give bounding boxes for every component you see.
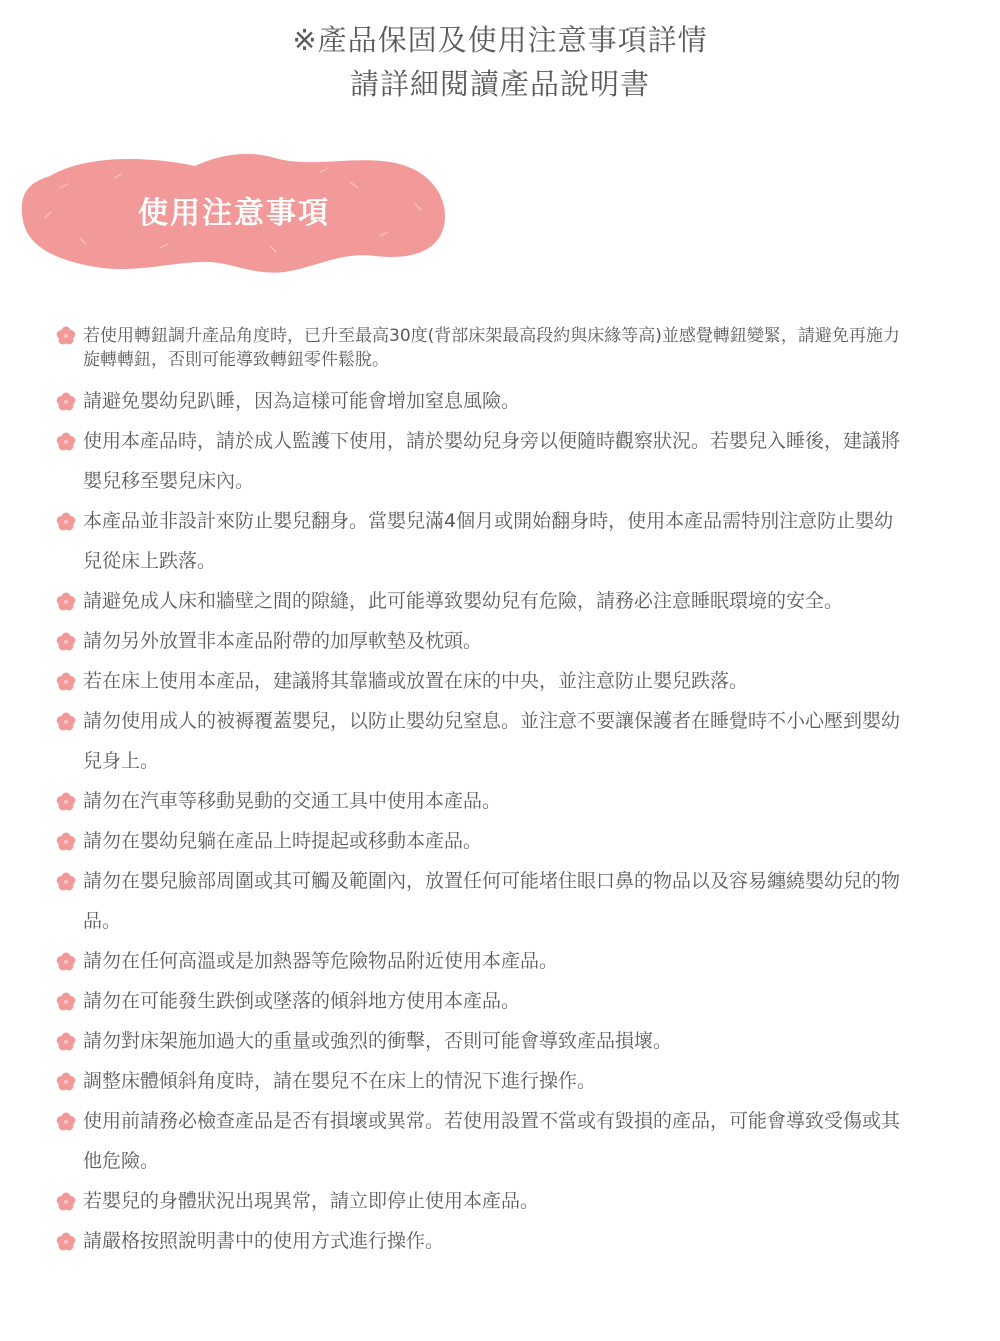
flower-icon (56, 432, 76, 452)
note-text: 使用前請務必檢查產品是否有損壞或異常。若使用設置不當或有毀損的產品，可能會導致受傷或其他危險。 (83, 1110, 901, 1172)
flower-icon (56, 792, 76, 812)
note-text: 請勿在任何高溫或是加熱器等危險物品附近使用本產品。 (83, 950, 559, 972)
page-header (0, 18, 1000, 106)
list-item (54, 421, 904, 501)
flower-icon (56, 672, 76, 692)
list-item (54, 941, 904, 981)
flower-icon (56, 632, 76, 652)
section-banner (20, 148, 448, 276)
header-warranty-note: ※產品保固及使用注意事項詳情 (292, 23, 708, 57)
note-text: 請勿在嬰幼兒躺在產品上時提起或移動本產品。 (83, 830, 483, 852)
flower-icon (56, 392, 76, 412)
note-text: 請勿在嬰兒臉部周圍或其可觸及範圍內，放置任何可能堵住眼口鼻的物品以及容易纏繞嬰幼兒的物品。 (83, 870, 901, 932)
note-text: 若在床上使用本產品，建議將其靠牆或放置在床的中央，並注意防止嬰兒跌落。 (83, 670, 749, 692)
list-item (54, 821, 904, 861)
list-item (54, 320, 904, 381)
list-item (54, 861, 904, 941)
list-item (54, 661, 904, 701)
list-item (54, 1061, 904, 1101)
note-text: 使用本產品時，請於成人監護下使用，請於嬰幼兒身旁以便隨時觀察狀況。若嬰兒入睡後，建議將嬰兒移至嬰兒床內。 (83, 430, 901, 492)
list-item (54, 1181, 904, 1221)
note-text: 請勿在汽車等移動晃動的交通工具中使用本產品。 (83, 790, 502, 812)
flower-icon (56, 1032, 76, 1052)
flower-icon (56, 872, 76, 892)
note-text: 請勿在可能發生跌倒或墜落的傾斜地方使用本產品。 (83, 990, 521, 1012)
list-item (54, 501, 904, 581)
flower-icon (56, 326, 76, 346)
flower-icon (56, 952, 76, 972)
list-item (54, 581, 904, 621)
list-item (54, 701, 904, 781)
note-text: 若嬰兒的身體狀況出現異常，請立即停止使用本產品。 (83, 1190, 540, 1212)
note-text: 請避免嬰幼兒趴睡，因為這樣可能會增加窒息風險。 (83, 390, 521, 412)
flower-icon (56, 992, 76, 1012)
note-text: 請嚴格按照說明書中的使用方式進行操作。 (83, 1230, 445, 1252)
flower-icon (56, 1192, 76, 1212)
precautions-list (54, 320, 904, 1261)
list-item (54, 981, 904, 1021)
note-text: 本產品並非設計來防止嬰兒翻身。當嬰兒滿4個月或開始翻身時，使用本產品需特別注意防止嬰幼兒從床上跌落。 (83, 510, 894, 572)
section-title: 使用注意事項 (138, 196, 330, 231)
flower-icon (56, 1232, 76, 1252)
note-text: 請避免成人床和牆壁之間的隙縫，此可能導致嬰幼兒有危險，請務必注意睡眠環境的安全。 (83, 590, 844, 612)
flower-icon (56, 832, 76, 852)
flower-icon (56, 712, 76, 732)
list-item (54, 1101, 904, 1181)
list-item (54, 1221, 904, 1261)
note-text: 請勿使用成人的被褥覆蓋嬰兒，以防止嬰幼兒窒息。並注意不要讓保護者在睡覺時不小心壓到嬰幼兒身上。 (83, 710, 901, 772)
flower-icon (56, 1072, 76, 1092)
note-text: 若使用轉鈕調升產品角度時，已升至最高30度(背部床架最高段約與床緣等高)並感覺轉鈕變緊，請避免再施力旋轉轉鈕，否則可能導致轉鈕零件鬆脫。 (83, 326, 900, 370)
flower-icon (56, 512, 76, 532)
list-item (54, 381, 904, 421)
note-text: 調整床體傾斜角度時，請在嬰兒不在床上的情況下進行操作。 (83, 1070, 597, 1092)
note-text: 請勿對床架施加過大的重量或強烈的衝擊，否則可能會導致產品損壞。 (83, 1030, 673, 1052)
flower-icon (56, 1112, 76, 1132)
header-read-manual: 請詳細閱讀產品說明書 (349, 67, 650, 101)
flower-icon (56, 592, 76, 612)
note-text: 請勿另外放置非本產品附帶的加厚軟墊及枕頭。 (83, 630, 483, 652)
list-item (54, 781, 904, 821)
list-item (54, 1021, 904, 1061)
list-item (54, 621, 904, 661)
